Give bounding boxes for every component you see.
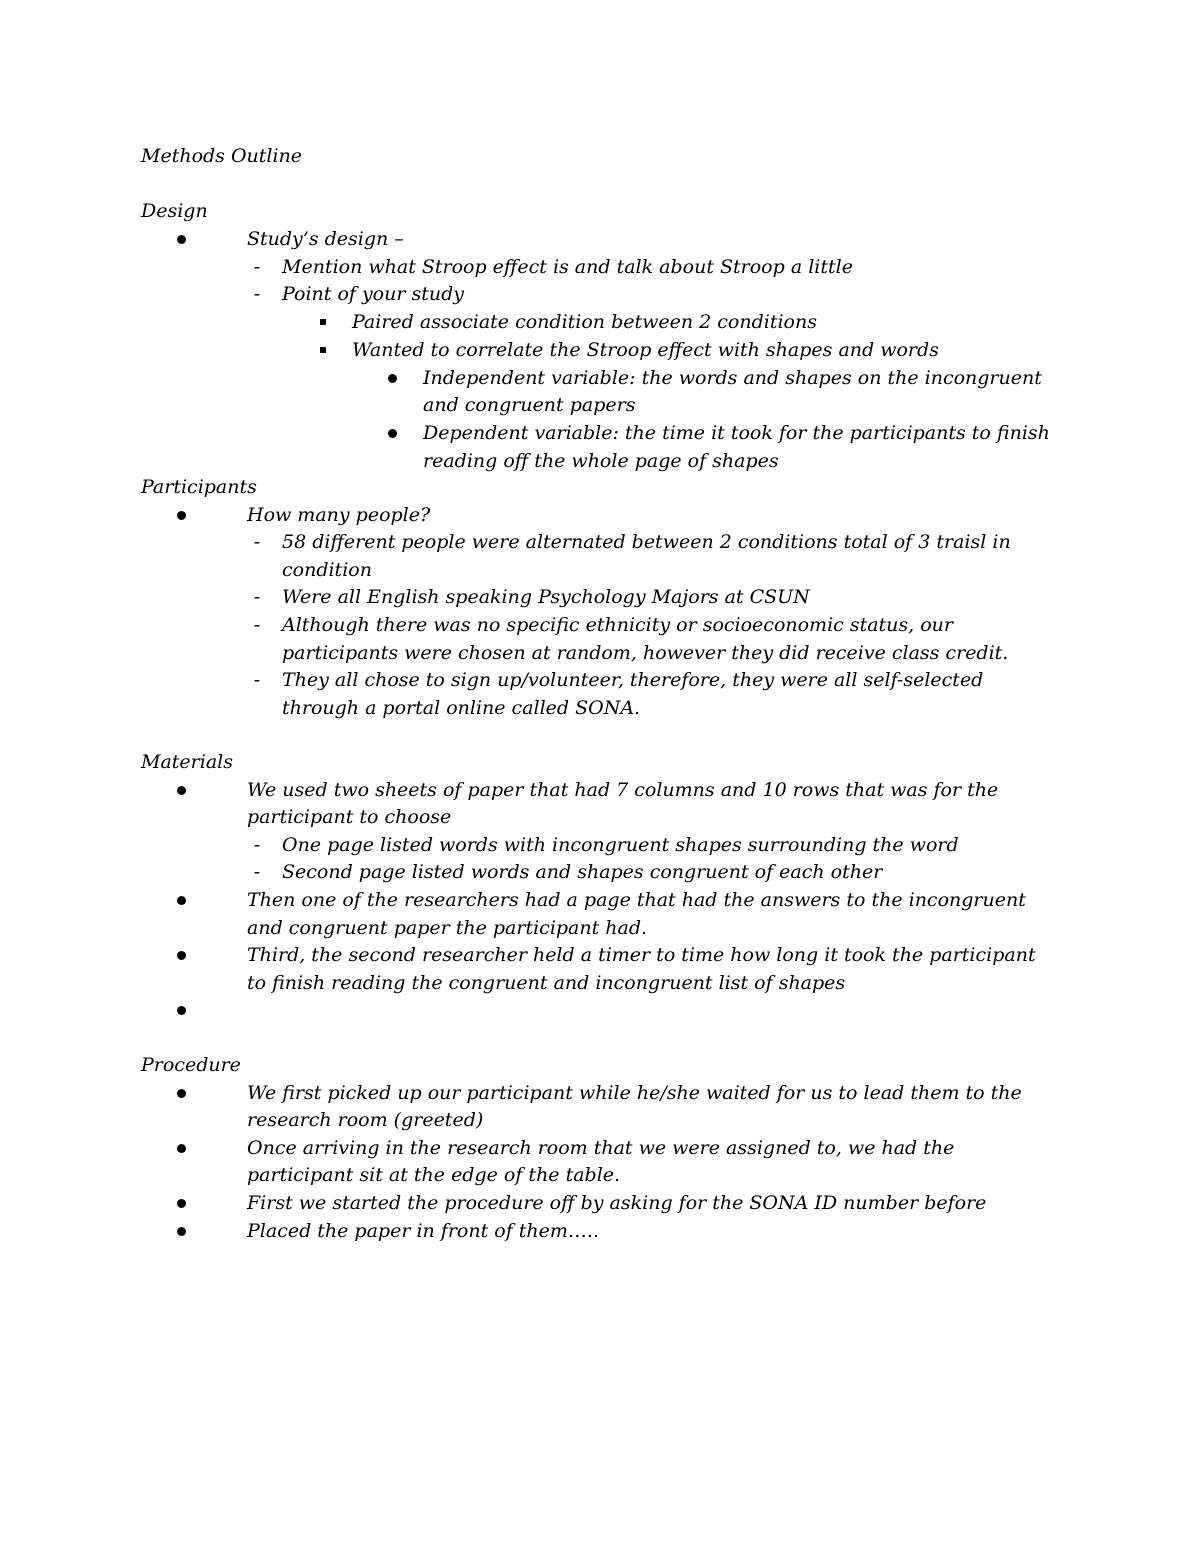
list-item-continuation: through a portal online called SONA. bbox=[282, 697, 641, 719]
dash-icon: - bbox=[253, 586, 261, 608]
section-heading-procedure: Procedure bbox=[141, 1054, 241, 1076]
list-item: 58 different people were alternated between 2 conditions total of 3 traisl in bbox=[282, 531, 1011, 553]
bullet-icon bbox=[175, 1189, 187, 1217]
list-item: Wanted to correlate the Stroop effect with shapes and words bbox=[352, 339, 939, 361]
bullet-icon bbox=[175, 225, 187, 253]
bullet-icon bbox=[386, 364, 398, 392]
list-item: Dependent variable: the time it took for the participants to finish bbox=[423, 422, 1050, 444]
list-item: Point of your study bbox=[282, 283, 465, 305]
list-item: First we started the procedure off by asking for the SONA ID number before bbox=[247, 1192, 987, 1214]
dash-icon: - bbox=[253, 614, 261, 636]
section-heading-design: Design bbox=[141, 200, 208, 222]
document-title: Methods Outline bbox=[141, 145, 303, 167]
bullet-icon bbox=[175, 996, 187, 1024]
list-item: Placed the paper in front of them….. bbox=[247, 1220, 599, 1242]
list-item: Study’s design – bbox=[247, 228, 404, 250]
list-item: Mention what Stroop effect is and talk about Stroop a little bbox=[282, 256, 853, 278]
bullet-icon bbox=[175, 1217, 187, 1245]
dash-icon: - bbox=[253, 283, 261, 305]
bullet-icon bbox=[386, 419, 398, 447]
square-bullet-icon bbox=[318, 308, 328, 336]
dash-icon: - bbox=[253, 256, 261, 278]
list-item: Independent variable: the words and shapes on the incongruent bbox=[423, 367, 1042, 389]
list-item: Once arriving in the research room that we were assigned to, we had the bbox=[247, 1137, 955, 1159]
bullet-icon bbox=[175, 501, 187, 529]
list-item-continuation: research room (greeted) bbox=[247, 1109, 484, 1131]
list-item: How many people? bbox=[247, 504, 431, 526]
list-item-continuation: to finish reading the congruent and incongruent list of shapes bbox=[247, 972, 846, 994]
list-item-continuation: and congruent papers bbox=[423, 394, 636, 416]
square-bullet-icon bbox=[318, 336, 328, 364]
bullet-icon bbox=[175, 941, 187, 969]
list-item: One page listed words with incongruent shapes surrounding the word bbox=[282, 834, 959, 856]
dash-icon: - bbox=[253, 531, 261, 553]
list-item-continuation: participants were chosen at random, however they did receive class credit. bbox=[282, 642, 1009, 664]
list-item: We used two sheets of paper that had 7 columns and 10 rows that was for the bbox=[247, 779, 999, 801]
bullet-icon bbox=[175, 886, 187, 914]
list-item: We first picked up our participant while he/she waited for us to lead them to the bbox=[247, 1082, 1022, 1104]
bullet-icon bbox=[175, 1079, 187, 1107]
list-item-continuation: reading off the whole page of shapes bbox=[423, 450, 779, 472]
list-item-continuation: participant sit at the edge of the table. bbox=[247, 1164, 621, 1186]
dash-icon: - bbox=[253, 834, 261, 856]
list-item: Were all English speaking Psychology Majors at CSUN bbox=[282, 586, 810, 608]
bullet-icon bbox=[175, 1134, 187, 1162]
list-item-continuation: condition bbox=[282, 559, 372, 581]
list-item: Although there was no specific ethnicity or socioeconomic status, our bbox=[282, 614, 954, 636]
section-heading-materials: Materials bbox=[141, 751, 233, 773]
dash-icon: - bbox=[253, 861, 261, 883]
list-item: Third, the second researcher held a timer to time how long it took the participant bbox=[247, 944, 1036, 966]
dash-icon: - bbox=[253, 669, 261, 691]
list-item: Then one of the researchers had a page that had the answers to the incongruent bbox=[247, 889, 1026, 911]
list-item-continuation: participant to choose bbox=[247, 806, 452, 828]
list-item-continuation: and congruent paper the participant had. bbox=[247, 917, 648, 939]
section-heading-participants: Participants bbox=[141, 476, 257, 498]
list-item: Second page listed words and shapes congruent of each other bbox=[282, 861, 883, 883]
list-item: They all chose to sign up/volunteer, therefore, they were all self-selected bbox=[282, 669, 984, 691]
list-item: Paired associate condition between 2 conditions bbox=[352, 311, 817, 333]
bullet-icon bbox=[175, 776, 187, 804]
